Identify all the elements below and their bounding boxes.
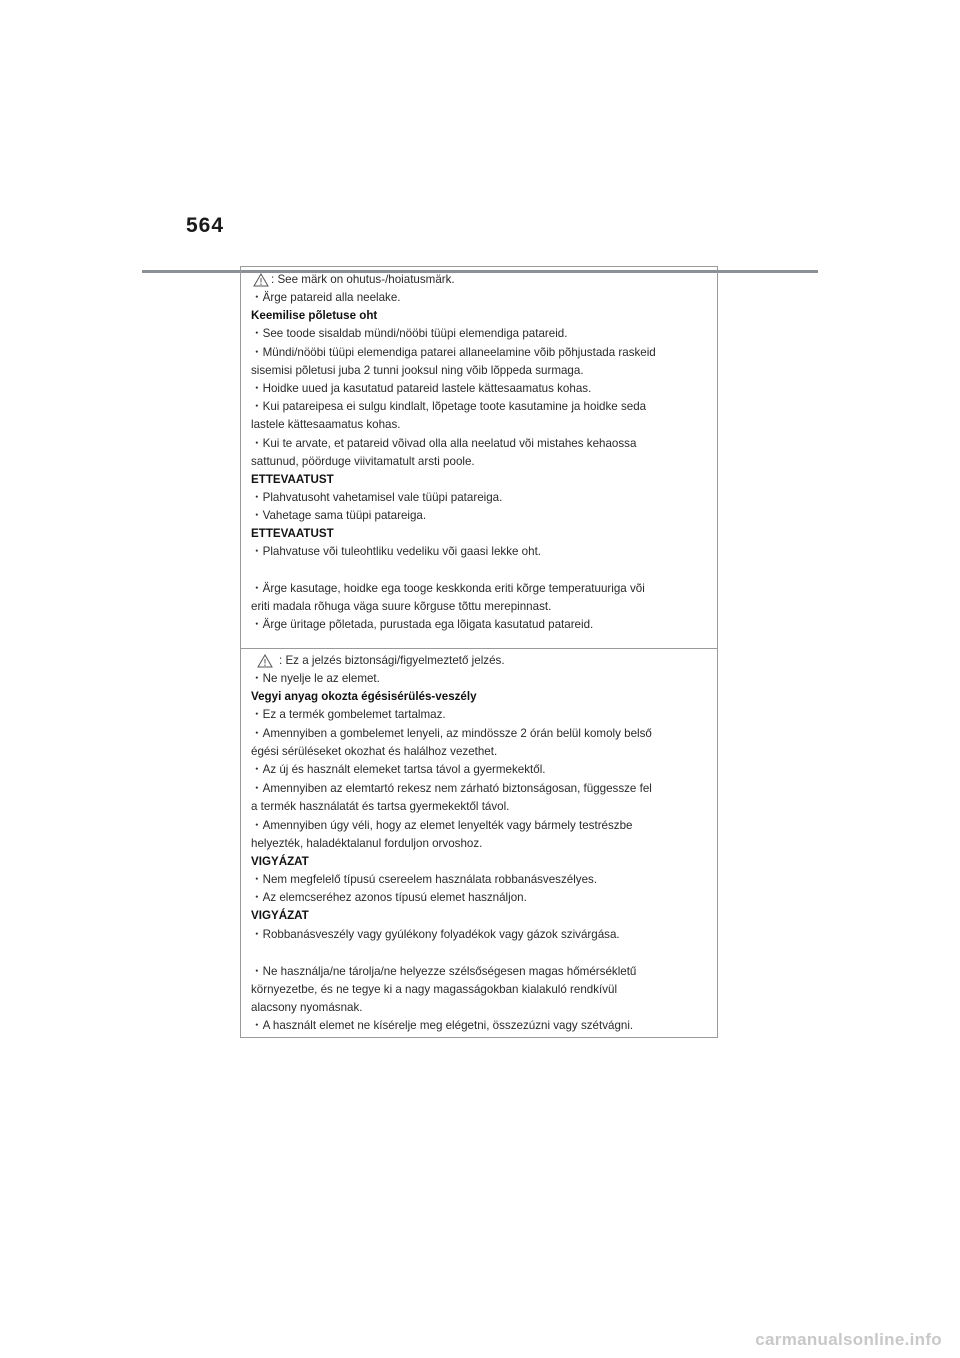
estonian-line: ・Plahvatuse või tuleohtliku vedeliku või gaasi lekke oht. [251,545,542,558]
estonian-line: ・Hoidke uued ja kasutatud patareid lastele kättesaamatus kohas. [251,382,592,395]
hungarian-warning-box [240,648,718,1038]
hungarian-line: ・Ne használja/ne tárolja/ne helyezze szélsőségesen magas hőmérsékletű [251,965,637,978]
estonian-line: ・Ärge kasutage, hoidke ega tooge keskkonda eriti kõrge temperatuuriga või [251,582,645,595]
hungarian-line: alacsony nyomásnak. [251,1001,363,1014]
hungarian-line: ・Ne nyelje le az elemet. [251,672,380,685]
hungarian-heading-chemical-burn: Vegyi anyag okozta égésisérülés-veszély [251,690,477,703]
hungarian-line: a termék használatát és tartsa gyermekektől távol. [251,800,510,813]
hungarian-line: ・Amennyiben az elemtartó rekesz nem zárható biztonságosan, függessze fel [251,782,652,795]
site-watermark: carmanualsonline.info [755,1330,942,1349]
estonian-line: ・Ärge üritage põletada, purustada ega lõigata kasutatud patareid. [251,618,594,631]
hungarian-line: ・Amennyiben úgy véli, hogy az elemet lenyelték vagy bármely testrészbe [251,819,633,832]
estonian-warning-box [240,266,718,649]
estonian-line: ・See toode sisaldab mündi/nööbi tüüpi elemendiga patareid. [251,327,568,340]
estonian-line: lastele kättesaamatus kohas. [251,418,401,431]
estonian-symbol-note [253,273,455,287]
hungarian-line: helyezték, haladéktalanul forduljon orvoshoz. [251,837,483,850]
estonian-line: sattunud, pöörduge viivitamatult arsti poole. [251,455,475,468]
estonian-heading-caution: ETTEVAATUST [251,473,334,486]
hungarian-heading-caution: VIGYÁZAT [251,855,309,868]
hungarian-line: égési sérüléseket okozhat és halálhoz vezethet. [251,745,498,758]
page-number: 564 [186,214,225,237]
estonian-line: ・Kui te arvate, et patareid võivad olla alla neelatud või mistahes kehaossa [251,437,637,450]
hungarian-line: ・Robbanásveszély vagy gyúlékony folyadékok vagy gázok szivárgása. [251,928,620,941]
estonian-symbol-note-text: : See märk on ohutus-/hoiatusmärk. [271,273,455,286]
estonian-heading-caution: ETTEVAATUST [251,527,334,540]
hungarian-line: ・Az új és használt elemeket tartsa távol a gyermekektől. [251,763,546,776]
warning-triangle-icon [253,273,269,287]
hungarian-line: ・Az elemcseréhez azonos típusú elemet használjon. [251,891,527,904]
hungarian-symbol-note-text: : Ez a jelzés biztonsági/figyelmeztető jelzés. [279,654,505,667]
estonian-line: ・Vahetage sama tüüpi patareiga. [251,509,427,522]
hungarian-line: környezetbe, és ne tegye ki a nagy magasságokban kialakuló rendkívül [251,983,618,996]
estonian-line: ・Kui patareipesa ei sulgu kindlalt, lõpetage toote kasutamine ja hoidke seda [251,400,647,413]
estonian-line: sisemisi põletusi juba 2 tunni jooksul ning võib lõppeda surmaga. [251,364,584,377]
hungarian-line: ・Ez a termék gombelemet tartalmaz. [251,708,446,721]
hungarian-line: ・A használt elemet ne kísérelje meg elégetni, összezúzni vagy szétvágni. [251,1019,634,1032]
estonian-heading-chemical-burn: Keemilise põletuse oht [251,309,378,322]
hungarian-symbol-note [257,654,505,668]
estonian-line: eriti madala rõhuga väga suure kõrguse tõttu merepinnast. [251,600,552,613]
estonian-line: ・Ärge patareid alla neelake. [251,291,401,304]
hungarian-line: ・Nem megfelelő típusú csereelem használata robbanásveszélyes. [251,873,598,886]
warning-triangle-icon [257,654,273,668]
estonian-line: ・Plahvatusoht vahetamisel vale tüüpi patareiga. [251,491,503,504]
hungarian-heading-caution: VIGYÁZAT [251,909,309,922]
hungarian-line: ・Amennyiben a gombelemet lenyeli, az mindössze 2 órán belül komoly belső [251,727,652,740]
estonian-line: ・Mündi/nööbi tüüpi elemendiga patarei allaneelamine võib põhjustada raskeid [251,346,656,359]
